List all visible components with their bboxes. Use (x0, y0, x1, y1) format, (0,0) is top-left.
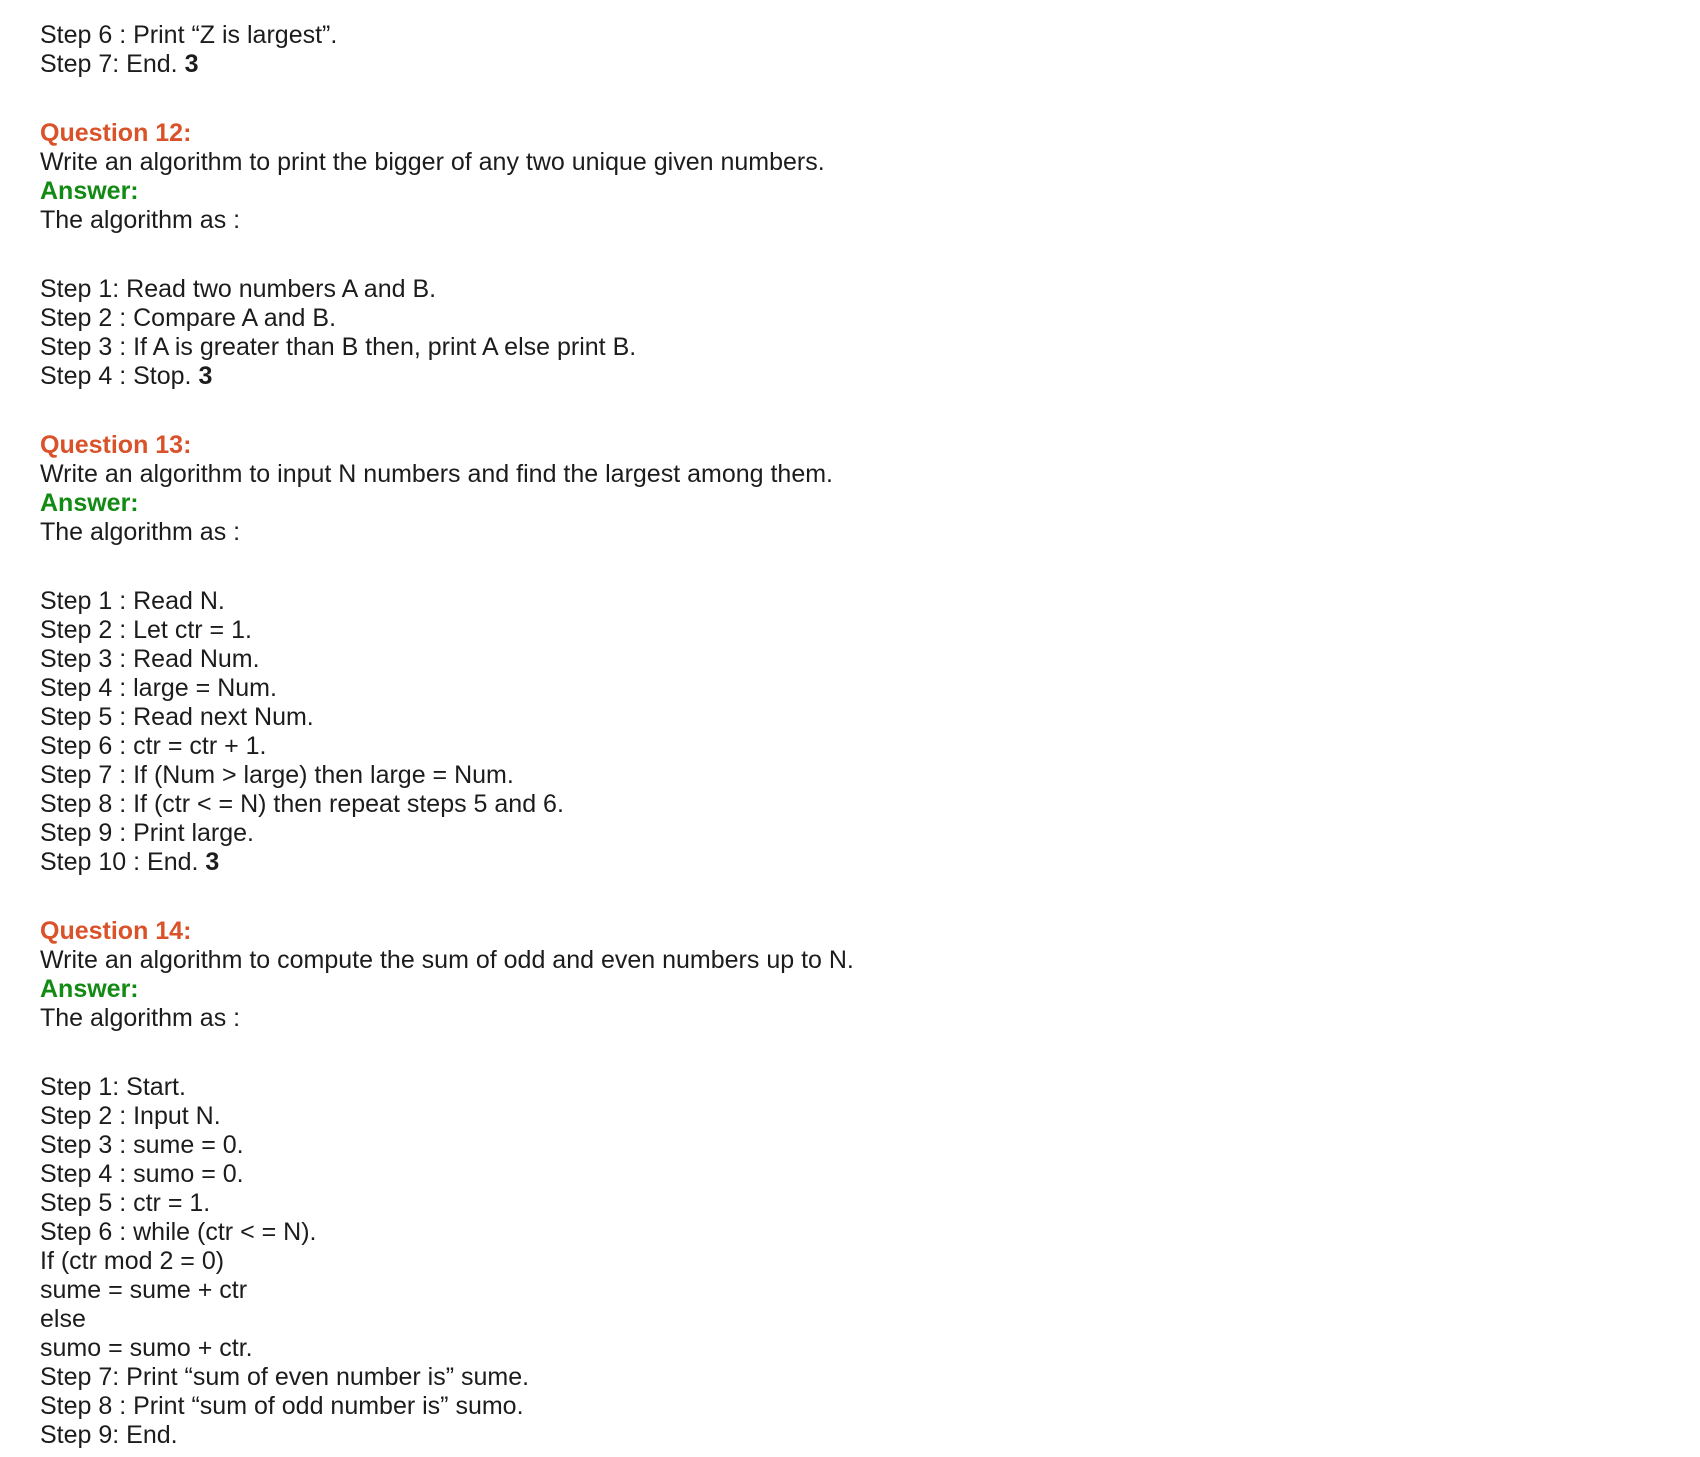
q13-step (40, 848, 1660, 877)
q14-step: Step 3 : sume = 0. (40, 1131, 244, 1159)
q13-step: Step 3 : Read Num. (40, 645, 260, 673)
intro-step-7 (40, 50, 1660, 79)
q14-step: If (ctr mod 2 = 0) (40, 1247, 225, 1275)
answer-14-intro: The algorithm as : (40, 1004, 241, 1032)
q14-step: Step 2 : Input N. (40, 1102, 221, 1130)
spacer (40, 391, 1660, 431)
q12-step: Step 3 : If A is greater than B then, print A else print B. (40, 333, 637, 361)
q14-step: sume = sume + ctr (40, 1276, 248, 1304)
q13-step: Step 6 : ctr = ctr + 1. (40, 732, 267, 760)
q13-step: Step 4 : large = Num. (40, 674, 277, 702)
question-12-heading: Question 12: (40, 119, 192, 147)
q12-step-text: Step 4 : Stop. (40, 362, 192, 390)
answer-14-label: Answer: (40, 975, 139, 1003)
question-14-heading: Question 14: (40, 917, 192, 945)
intro-step-6: Step 6 : Print “Z is largest”. (40, 21, 338, 49)
marks-label: 3 (198, 362, 213, 390)
q14-step: Step 5 : ctr = 1. (40, 1189, 211, 1217)
q14-step: Step 9: End. (40, 1421, 178, 1449)
q14-step: Step 4 : sumo = 0. (40, 1160, 244, 1188)
q13-step: Step 9 : Print large. (40, 819, 255, 847)
q13-step: Step 1 : Read N. (40, 587, 225, 615)
answer-13-label: Answer: (40, 489, 139, 517)
marks-label: 3 (205, 848, 220, 876)
q14-step: Step 6 : while (ctr < = N). (40, 1218, 317, 1246)
question-13-text: Write an algorithm to input N numbers and find the largest among them. (40, 460, 834, 488)
q14-step: Step 8 : Print “sum of odd number is” sumo. (40, 1392, 524, 1420)
question-14-text: Write an algorithm to compute the sum of odd and even numbers up to N. (40, 946, 854, 974)
intro-step-7-text: Step 7: End. (40, 50, 178, 78)
document-page (40, 21, 1660, 1450)
spacer (40, 235, 1660, 275)
q13-step: Step 7 : If (Num > large) then large = Num. (40, 761, 514, 789)
question-12-text: Write an algorithm to print the bigger of any two unique given numbers. (40, 148, 825, 176)
q13-step: Step 8 : If (ctr < = N) then repeat steps 5 and 6. (40, 790, 564, 818)
q12-step (40, 362, 1660, 391)
answer-12-intro: The algorithm as : (40, 206, 241, 234)
q14-step: Step 7: Print “sum of even number is” sume. (40, 1363, 530, 1391)
q13-step: Step 2 : Let ctr = 1. (40, 616, 252, 644)
q13-step: Step 5 : Read next Num. (40, 703, 314, 731)
spacer (40, 547, 1660, 587)
marks-label: 3 (184, 50, 199, 78)
spacer (40, 877, 1660, 917)
q14-step: else (40, 1305, 86, 1333)
spacer (40, 79, 1660, 119)
q14-step: Step 1: Start. (40, 1073, 186, 1101)
answer-12-label: Answer: (40, 177, 139, 205)
q14-step: sumo = sumo + ctr. (40, 1334, 253, 1362)
q12-step: Step 2 : Compare A and B. (40, 304, 337, 332)
spacer (40, 1033, 1660, 1073)
question-13-heading: Question 13: (40, 431, 192, 459)
q13-step-text: Step 10 : End. (40, 848, 199, 876)
answer-13-intro: The algorithm as : (40, 518, 241, 546)
q12-step: Step 1: Read two numbers A and B. (40, 275, 437, 303)
